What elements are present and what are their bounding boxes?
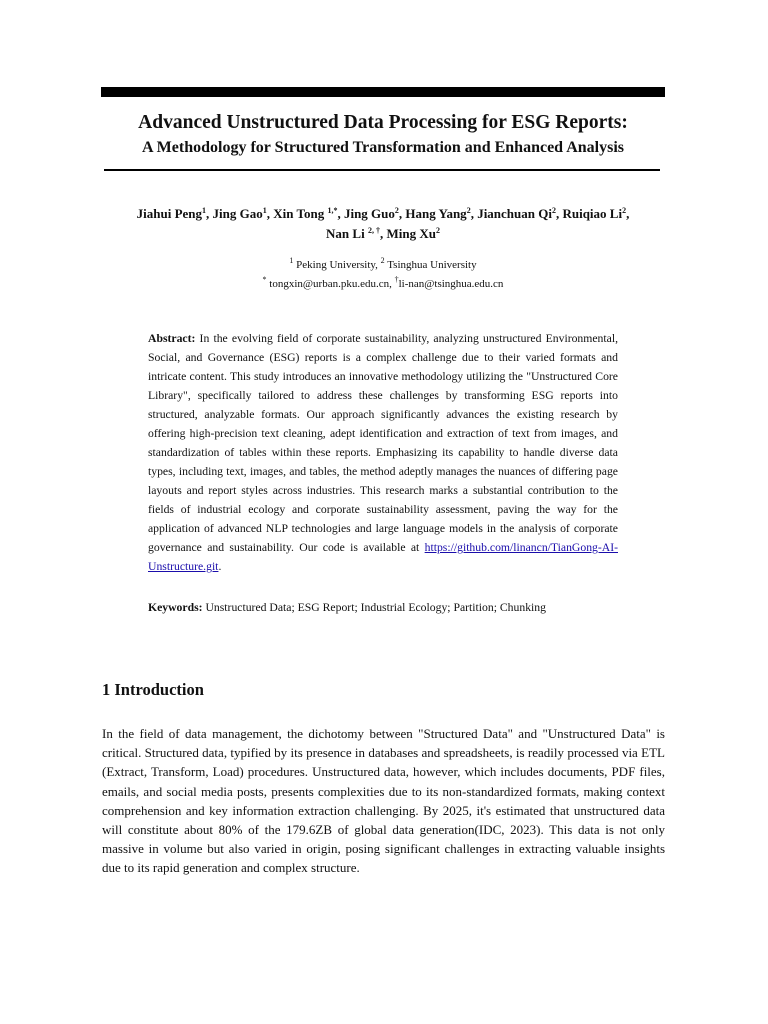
author-affiliation-marker: 2 xyxy=(551,206,556,215)
author-name: Jing Guo xyxy=(343,206,395,221)
author-affiliation-marker: 2 xyxy=(394,206,399,215)
author-affiliation-marker: 2, † xyxy=(367,226,380,235)
affiliation-marker: 1 xyxy=(289,256,294,265)
contact-emails xyxy=(101,275,665,290)
author-affiliation-marker: 1,* xyxy=(327,206,338,215)
affiliation-text: Tsinghua University xyxy=(384,259,477,271)
author-name: Hang Yang xyxy=(405,206,467,221)
author-separator: , xyxy=(398,206,406,221)
author-affiliation-marker: 2 xyxy=(435,226,440,235)
abstract-text: In the evolving field of corporate sustainability, analyzing unstructured Environmental, Social, and Governance (ESG) reports is a complex challenge due to their varied formats and intricate content. This study introduces an innovative methodology utilizing the "Unstructured Core Library", specifically tailored to address these challenges by transforming ESG reports into structured, analyzable formats. Our approach significantly advances the existing research by offering high-precision text cleaning, adept identification and extraction of text from images, and standardization of tables within these reports. Emphasizing its capability to handle diverse data types, including text, images, and tables, the method adeptly manages the nuances of differing page layouts and report styles across industries. This research marks a substantial contribution to the fields of industrial ecology and corporate sustainability assessment, paving the way for the application of advanced NLP technologies and large language models in the analysis of corporate governance and sustainability. Our code is available at xyxy=(148,332,618,554)
author-name: Nan Li xyxy=(326,226,368,241)
email-marker: * xyxy=(262,275,267,284)
keywords-text: Unstructured Data; ESG Report; Industrial Ecology; Partition; Chunking xyxy=(202,601,546,614)
keywords-label: Keywords: xyxy=(148,601,203,614)
email-text: tongxin@urban.pku.edu.cn, xyxy=(266,278,395,290)
abstract-end: . xyxy=(218,560,222,573)
author-separator: , xyxy=(266,206,274,221)
affiliations xyxy=(101,256,665,271)
section-heading-introduction: 1 Introduction xyxy=(102,680,204,699)
email-text: li-nan@tsinghua.edu.cn xyxy=(398,278,504,290)
keywords xyxy=(148,600,618,616)
author-list-line-1 xyxy=(101,206,665,222)
title-rule xyxy=(104,169,660,171)
author-name: Jianchuan Qi xyxy=(477,206,552,221)
abstract-label: Abstract: xyxy=(148,332,196,345)
introduction-paragraph: In the field of data management, the dichotomy between "Structured Data" and "Unstructured Data" is critical. Structured data, typified by its presence in databases and spreadsheets, is readily processed via ETL (Extract, Transform, Load) procedures. Unstructured data, however, which includes documents, PDF files, emails, and social media posts, presents complexities due to its non-standardized formats, making context comprehension and key information extraction challenging. By 2025, it's estimated that unstructured data will constitute about 80% of the 179.6ZB of global data generation(IDC, 2023). This data is not only massive in volume but also varied in origin, posing significant challenges in extracting valuable insights due to its rapid generation and complex structure. xyxy=(102,726,665,876)
paper-subtitle: A Methodology for Structured Transformation and Enhanced Analysis xyxy=(142,139,624,156)
author-name: Xin Tong xyxy=(273,206,328,221)
author-name: Jing Gao xyxy=(212,206,263,221)
author-separator: , xyxy=(470,206,478,221)
author-affiliation-marker: 2 xyxy=(622,206,627,215)
affiliation-text: Peking University, xyxy=(293,259,381,271)
author-list-line-2 xyxy=(101,226,665,242)
author-separator: , xyxy=(206,206,213,221)
author-separator: , xyxy=(379,226,387,241)
top-rule xyxy=(101,87,665,97)
author-name: Jiahui Peng xyxy=(136,206,203,221)
paper-title: Advanced Unstructured Data Processing for ESG Reports: xyxy=(138,112,628,133)
abstract xyxy=(148,329,618,576)
author-affiliation-marker: 1 xyxy=(202,206,207,215)
author-name: Ruiqiao Li xyxy=(562,206,623,221)
author-affiliation-marker: 2 xyxy=(466,206,471,215)
author-name: Ming Xu xyxy=(386,226,436,241)
author-separator: , xyxy=(337,206,344,221)
affiliation-marker: 2 xyxy=(380,256,385,265)
code-repository-link[interactable]: https://github.com/linancn/TianGong-AI-Unstructure.git xyxy=(148,541,618,573)
author-separator: , xyxy=(555,206,563,221)
author-affiliation-marker: 1 xyxy=(262,206,267,215)
email-marker: † xyxy=(394,275,399,284)
author-separator: , xyxy=(626,206,630,221)
